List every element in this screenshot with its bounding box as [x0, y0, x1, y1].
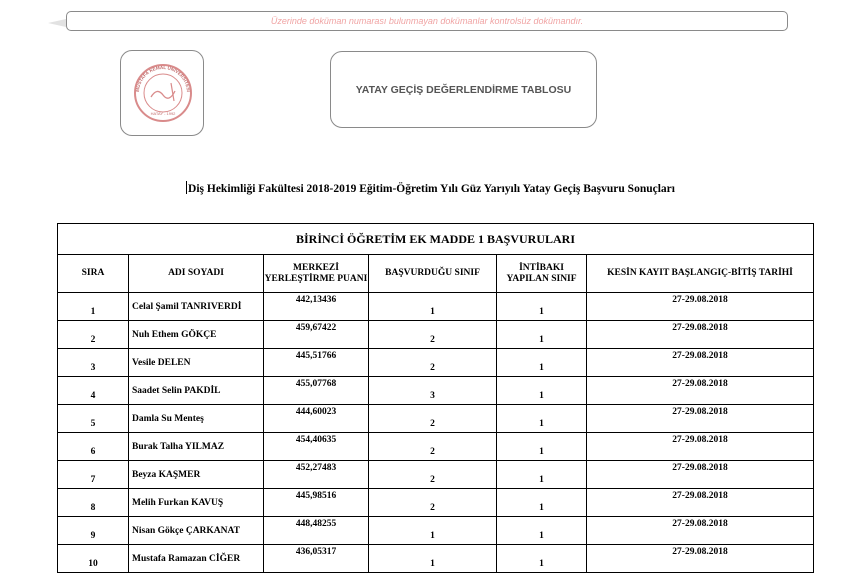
header-name: ADI SOYADI: [129, 255, 264, 293]
row-number: 4: [58, 377, 129, 405]
row-dates: 27-29.08.2018: [587, 349, 814, 377]
header-placed-class: İNTİBAKI YAPILAN SINIF: [497, 255, 587, 293]
row-placed-class: 1: [497, 545, 587, 573]
row-number: 8: [58, 489, 129, 517]
row-name: Nisan Gökçe ÇARKANAT: [129, 517, 264, 545]
row-score: 445,51766: [264, 349, 369, 377]
row-name: Melih Furkan KAVUŞ: [129, 489, 264, 517]
seal-footer-text: HATAY - 1992: [150, 111, 176, 116]
row-number: 5: [58, 405, 129, 433]
table-row: [58, 405, 814, 433]
table-row: [58, 461, 814, 489]
university-seal-icon: [121, 51, 205, 137]
row-dates: 27-29.08.2018: [587, 293, 814, 321]
row-placed-class: 1: [497, 321, 587, 349]
row-number: 9: [58, 517, 129, 545]
header-registration-dates: KESİN KAYIT BAŞLANGIÇ-BİTİŞ TARİHİ: [587, 255, 814, 293]
row-placed-class: 1: [497, 377, 587, 405]
row-applied-class: 2: [369, 433, 497, 461]
row-name: Burak Talha YILMAZ: [129, 433, 264, 461]
row-score: 455,07768: [264, 377, 369, 405]
row-applied-class: 2: [369, 405, 497, 433]
header-title: YATAY GEÇİŞ DEĞERLENDİRME TABLOSU: [355, 83, 572, 96]
row-placed-class: 1: [497, 517, 587, 545]
row-number: 7: [58, 461, 129, 489]
document-heading-text: Diş Hekimliği Fakültesi 2018-2019 Eğitim-Öğretim Yılı Güz Yarıyılı Yatay Geçiş Başvuru Sonuçları: [188, 183, 675, 195]
row-placed-class: 1: [497, 433, 587, 461]
row-score: 442,13436: [264, 293, 369, 321]
uncontrolled-document-notice: [66, 11, 788, 31]
row-applied-class: 2: [369, 321, 497, 349]
row-score: 436,05317: [264, 545, 369, 573]
row-applied-class: 2: [369, 349, 497, 377]
header-title-box: [330, 51, 597, 128]
document-heading: [0, 181, 861, 195]
row-applied-class: 1: [369, 545, 497, 573]
row-placed-class: 1: [497, 461, 587, 489]
header-applied-class: BAŞVURDUĞU SINIF: [369, 255, 497, 293]
row-dates: 27-29.08.2018: [587, 545, 814, 573]
table-caption: BİRİNCİ ÖĞRETİM EK MADDE 1 BAŞVURULARI: [58, 224, 814, 255]
row-score: 444,60023: [264, 405, 369, 433]
row-applied-class: 2: [369, 489, 497, 517]
table-row: [58, 489, 814, 517]
table-row: [58, 517, 814, 545]
row-placed-class: 1: [497, 349, 587, 377]
row-dates: 27-29.08.2018: [587, 433, 814, 461]
row-score: 445,98516: [264, 489, 369, 517]
row-score: 452,27483: [264, 461, 369, 489]
row-name: Vesile DELEN: [129, 349, 264, 377]
notice-tab-decoration: [48, 19, 66, 27]
table-row: [58, 433, 814, 461]
row-placed-class: 1: [497, 293, 587, 321]
row-placed-class: 1: [497, 489, 587, 517]
table-row: [58, 293, 814, 321]
table-row: [58, 349, 814, 377]
table-caption-row: [58, 224, 814, 255]
table-header-row: [58, 255, 814, 293]
row-applied-class: 1: [369, 517, 497, 545]
row-name: Nuh Ethem GÖKÇE: [129, 321, 264, 349]
header-score: MERKEZİ YERLEŞTİRME PUANI: [264, 255, 369, 293]
row-applied-class: 2: [369, 461, 497, 489]
notice-text: Üzerinde doküman numarası bulunmayan dokümanlar kontrolsüz dokümandır.: [270, 16, 584, 26]
row-name: Saadet Selin PAKDİL: [129, 377, 264, 405]
row-number: 10: [58, 545, 129, 573]
seal-name-text: MUSTAFA KEMAL ÜNİVERSİTESİ: [134, 64, 191, 93]
row-name: Celal Şamil TANRIVERDİ: [129, 293, 264, 321]
row-dates: 27-29.08.2018: [587, 405, 814, 433]
row-name: Beyza KAŞMER: [129, 461, 264, 489]
row-number: 1: [58, 293, 129, 321]
table-row: [58, 545, 814, 573]
table-row: [58, 377, 814, 405]
row-applied-class: 3: [369, 377, 497, 405]
row-number: 6: [58, 433, 129, 461]
row-dates: 27-29.08.2018: [587, 489, 814, 517]
row-score: 454,40635: [264, 433, 369, 461]
row-dates: 27-29.08.2018: [587, 321, 814, 349]
row-applied-class: 1: [369, 293, 497, 321]
row-dates: 27-29.08.2018: [587, 461, 814, 489]
row-number: 2: [58, 321, 129, 349]
results-table: [57, 223, 814, 573]
table-row: [58, 321, 814, 349]
row-score: 459,67422: [264, 321, 369, 349]
header-sira: SIRA: [58, 255, 129, 293]
svg-text:MUSTAFA KEMAL ÜNİVERSİTESİ: [135, 64, 192, 92]
row-number: 3: [58, 349, 129, 377]
text-cursor: [186, 181, 187, 194]
row-score: 448,48255: [264, 517, 369, 545]
row-name: Mustafa Ramazan CİĞER: [129, 545, 264, 573]
row-name: Damla Su Menteş: [129, 405, 264, 433]
row-placed-class: 1: [497, 405, 587, 433]
row-dates: 27-29.08.2018: [587, 377, 814, 405]
row-dates: 27-29.08.2018: [587, 517, 814, 545]
logo-frame: [120, 50, 204, 136]
